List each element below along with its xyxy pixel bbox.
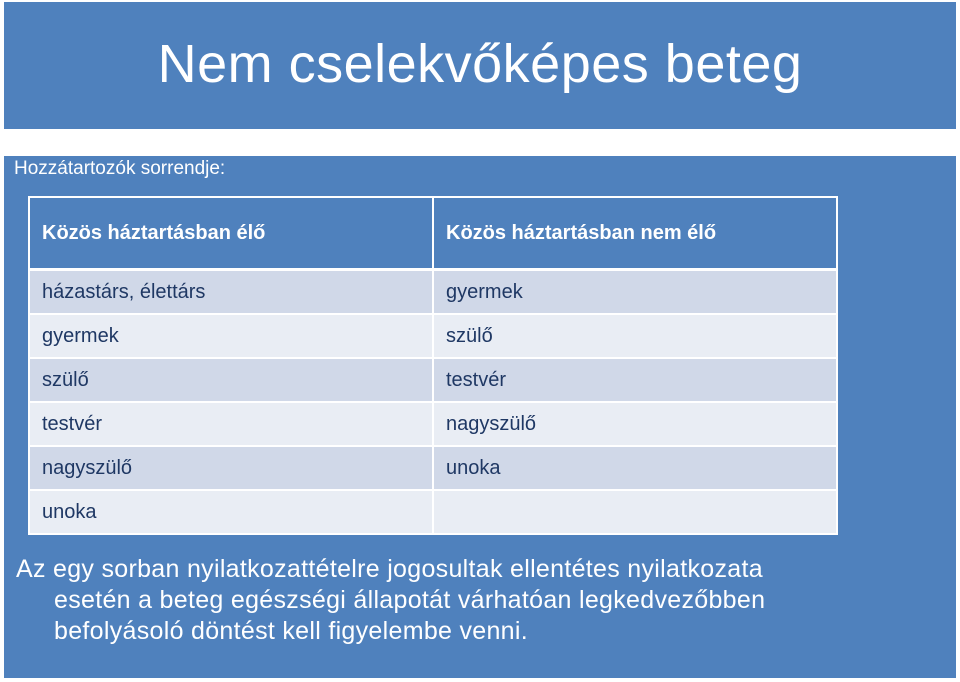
table-cell-right: gyermek [434,271,838,315]
table-cell-left: unoka [28,491,434,535]
note-line: esetén a beteg egészségi állapotát várhatóan legkedvezőbben [54,586,766,614]
table-row [28,315,838,359]
header-same-household: Közös háztartásban élő [28,196,434,271]
table-cell-right [434,491,838,535]
table-cell-left: testvér [28,403,434,447]
relatives-table [28,196,838,535]
table-row [28,359,838,403]
subheading: Hozzátartozók sorrendje: [14,158,226,179]
decision-note [16,554,946,647]
note-line: Az egy sorban nyilatkozattételre jogosultak ellentétes nyilatkozata [16,555,763,583]
page-title: Nem cselekvőképes beteg [157,33,803,94]
note-line: befolyásoló döntést kell figyelembe venni. [54,617,528,645]
table-cell-right: nagyszülő [434,403,838,447]
table-cell-left: nagyszülő [28,447,434,491]
content-panel [4,156,956,678]
table-cell-right: unoka [434,447,838,491]
title-band [4,2,956,129]
table-cell-left: gyermek [28,315,434,359]
table-cell-left: szülő [28,359,434,403]
table-cell-right: testvér [434,359,838,403]
header-separate-household: Közös háztartásban nem élő [434,196,838,271]
table-row [28,271,838,315]
table-row [28,491,838,535]
table-row [28,403,838,447]
table-header-row [28,196,838,271]
table-cell-right: szülő [434,315,838,359]
table-cell-left: házastárs, élettárs [28,271,434,315]
table-row [28,447,838,491]
